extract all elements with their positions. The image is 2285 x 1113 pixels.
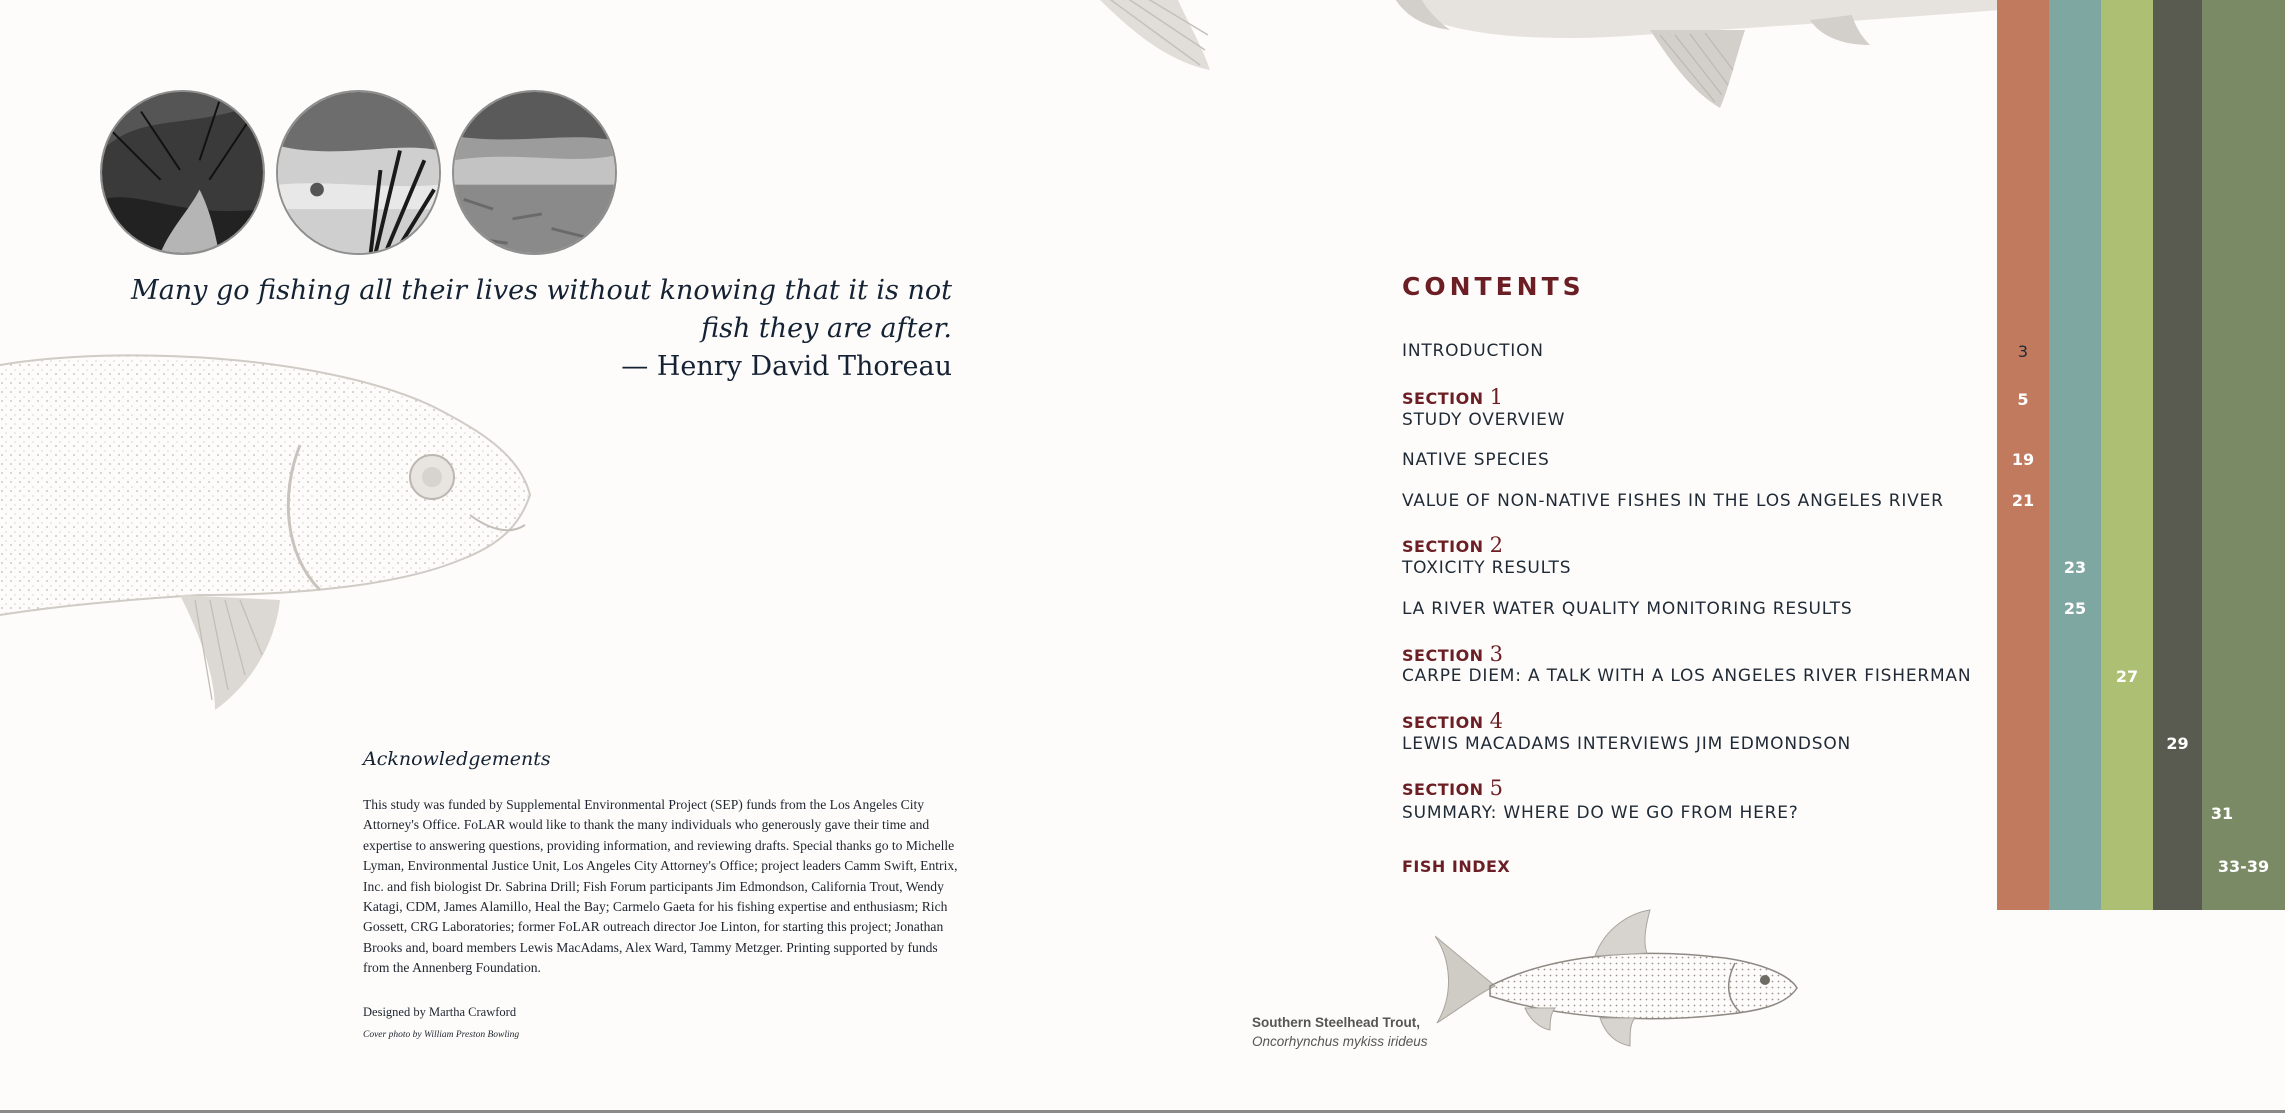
acknowledgements-title: Acknowledgements — [363, 748, 551, 770]
quote-author: — Henry David Thoreau — [621, 351, 952, 382]
designer-credit: Designed by Martha Crawford — [363, 1005, 517, 1019]
thoreau-quote — [90, 272, 952, 386]
toc-section-3-heading — [1402, 642, 1503, 666]
toc-non-native-fishes[interactable]: VALUE OF NON-NATIVE FISHES IN THE LOS ANGELES RIVER — [1402, 491, 1944, 511]
contents-title: CONTENTS — [1402, 272, 1585, 301]
page-number-native-species: 19 — [2011, 450, 2035, 469]
page-number-interviews: 29 — [2166, 734, 2189, 753]
creek-photo-2 — [276, 90, 441, 255]
section-number: 4 — [1489, 709, 1504, 733]
creek-photo-1 — [100, 90, 265, 255]
quote-text: Many go fishing all their lives without knowing that it is not fish they are after. — [131, 275, 952, 344]
steelhead-trout-illustration — [1435, 908, 1800, 1048]
page-number-summary: 31 — [2210, 804, 2234, 823]
page-number-section-1: 5 — [2017, 390, 2029, 409]
toc-section-2-heading — [1402, 533, 1503, 557]
cover-photo-credit: Cover photo by William Preston Bowling — [363, 1030, 520, 1040]
toc-introduction[interactable]: INTRODUCTION — [1402, 341, 1544, 361]
toc-toxicity-results[interactable]: TOXICITY RESULTS — [1402, 558, 1572, 578]
page-number-introduction: 3 — [2017, 342, 2029, 361]
section-label: SECTION — [1402, 780, 1484, 799]
acknowledgements-body: This study was funded by Supplemental Environmental Project (SEP) funds from the Los Angeles City Attorney's Office. FoLAR would like to thank the many individuals who generously gave their time and expertise to answering questions, providing information, and reviewing drafts. Special thanks go to Michelle Lyman, Environmental Justice Unit, Los Angeles City Attorney's Office; project leaders Camm Swift, Entrix, Inc. and fish biologist Dr. Sabrina Drill; Fish Forum participants Jim Edmondson, California Trout, Wendy Katagi, CDM, James Alamillo, Heal the Bay; Carmelo Gaeta for his fishing expertise and enthusiasm; Rich Gossett, CRG Laboratories; former FoLAR outreach director Joe Linton, for starting this project; Jonathan Brooks and, board members Lewis MacAdams, Alex Ward, Tammy Metzger. Printing supported by funds from the Annenberg Foundation. — [363, 797, 958, 976]
caption-latin-name: Oncorhynchus mykiss irideus — [1252, 1034, 1428, 1049]
fish-tail-illustration-top-left — [1080, 0, 1230, 80]
toc-summary[interactable]: SUMMARY: WHERE DO WE GO FROM HERE? — [1402, 803, 1799, 823]
toc-fish-index[interactable]: FISH INDEX — [1402, 857, 1511, 876]
color-band-section-2 — [2049, 0, 2101, 910]
page-number-carpe-diem: 27 — [2115, 667, 2139, 686]
page-number-non-native: 21 — [2011, 491, 2035, 510]
toc-section-5-heading — [1402, 776, 1503, 800]
section-label: SECTION — [1402, 713, 1484, 732]
trout-head-illustration — [0, 345, 540, 715]
section-label: SECTION — [1402, 389, 1484, 408]
section-number: 2 — [1489, 533, 1504, 557]
section-number: 5 — [1489, 776, 1504, 800]
toc-section-4-heading — [1402, 709, 1503, 733]
section-number: 1 — [1489, 385, 1504, 409]
color-band-section-5 — [2202, 0, 2285, 910]
fish-body-illustration-top-right — [1390, 0, 2000, 120]
section-label: SECTION — [1402, 646, 1484, 665]
page-number-toxicity: 23 — [2063, 558, 2087, 577]
toc-study-overview[interactable]: STUDY OVERVIEW — [1402, 410, 1566, 430]
toc-native-species[interactable]: NATIVE SPECIES — [1402, 450, 1550, 470]
creek-photo-3 — [452, 90, 617, 255]
toc-carpe-diem[interactable]: CARPE DIEM: A TALK WITH A LOS ANGELES RIVER FISHERMAN — [1402, 666, 1972, 686]
fish-caption — [1252, 1013, 1428, 1051]
color-band-section-3 — [2101, 0, 2153, 910]
section-label: SECTION — [1402, 537, 1484, 556]
caption-common-name: Southern Steelhead Trout, — [1252, 1015, 1421, 1030]
toc-water-quality[interactable]: LA RIVER WATER QUALITY MONITORING RESULTS — [1402, 599, 1853, 619]
color-band-section-4 — [2153, 0, 2202, 910]
page-number-fish-index: 33-39 — [2217, 857, 2270, 876]
toc-macadams-interview[interactable]: LEWIS MACADAMS INTERVIEWS JIM EDMONDSON — [1402, 734, 1852, 754]
page-number-water-quality: 25 — [2063, 599, 2087, 618]
toc-section-1-heading — [1402, 385, 1503, 409]
section-number: 3 — [1489, 642, 1504, 666]
